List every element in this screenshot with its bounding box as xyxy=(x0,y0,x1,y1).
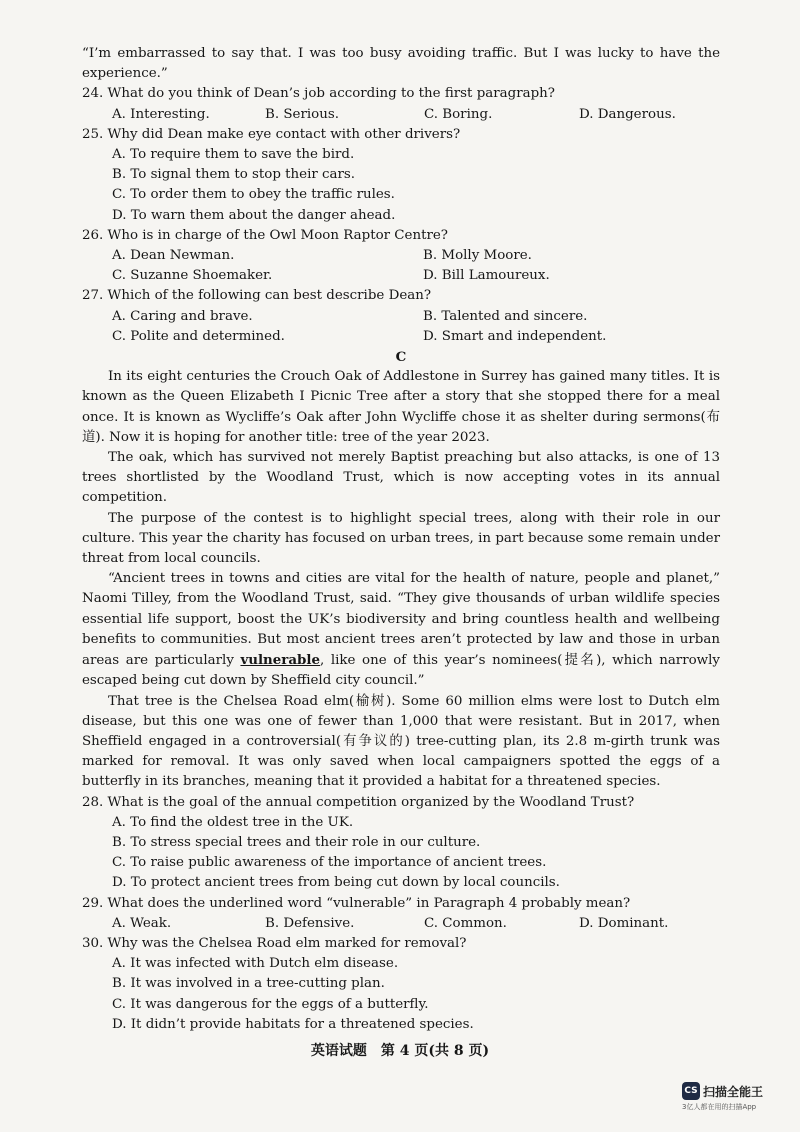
option-a: A. Dean Newman. xyxy=(112,248,235,264)
scanner-brand: 扫描全能王 xyxy=(703,1084,764,1099)
option-b: B. Serious. xyxy=(265,106,339,122)
option-a: A. It was infected with Dutch elm disease. xyxy=(112,956,399,972)
question-24: 24. What do you think of Dean’s job according to the first paragraph? xyxy=(82,86,555,102)
option-c: C. Common. xyxy=(424,915,507,931)
question-24-options xyxy=(82,105,720,125)
option-c: C. To raise public awareness of the importance of ancient trees. xyxy=(112,855,547,871)
question-29-options xyxy=(82,914,720,934)
question-26-options-row1 xyxy=(82,246,720,266)
option-b: B. To signal them to stop their cars. xyxy=(112,167,356,183)
option-b: B. Molly Moore. xyxy=(423,248,532,264)
option-a: A. To find the oldest tree in the UK. xyxy=(112,814,354,830)
passage-paragraph-1: In its eight centuries the Crouch Oak of Addlestone in Surrey has gained many titles. It is known as the Queen Elizabeth I Picnic Tree after a story that she stopped there for a meal once. It is known as Wycliffe’s Oak after John Wycliffe chose it as shelter during sermons(布道). Now it is hoping for another title: tree of the year 2023. xyxy=(82,369,720,445)
question-25: 25. Why did Dean make eye contact with other drivers? xyxy=(82,126,461,142)
paragraph-4-text-before: “Ancient trees in towns and cities are vital for the health of nature, people and planet,” Naomi Tilley, from the Woodland Trust, said. “They give thousands of urban wildlife species essential life support, boost the UK’s biodiversity and bring countless health and wellbeing benefits to communities. But most ancient trees aren’t protected by law and those in urban areas are particularly xyxy=(82,571,720,669)
option-a: A. Weak. xyxy=(112,915,172,931)
passage-paragraph-2: The oak, which has survived not merely Baptist preaching but also attacks, is one of 13 trees shortlisted by the Woodland Trust, which is now accepting votes in its annual competition. xyxy=(82,450,720,506)
paragraph-4-text-after: , like one of this year’s nominees(提名), which narrowly escaped being cut down by Sheffield city council.” xyxy=(82,653,720,689)
question-26: 26. Who is in charge of the Owl Moon Raptor Centre? xyxy=(82,227,448,243)
scanner-tagline: 3亿人都在用的扫描App xyxy=(682,1103,757,1111)
option-b: B. Defensive. xyxy=(265,915,355,931)
option-c: C. It was dangerous for the eggs of a butterfly. xyxy=(112,996,429,1012)
exam-page xyxy=(82,44,720,1035)
reading-passage-c xyxy=(82,367,720,792)
passage-paragraph-3: The purpose of the contest is to highlight special trees, along with their role in our culture. This year the charity has focused on urban trees, in part because some remain under threat from local councils. xyxy=(82,510,720,567)
passage-paragraph-4 xyxy=(82,569,720,691)
camscanner-logo-icon: CS xyxy=(682,1082,700,1100)
underlined-word-vulnerable: vulnerable xyxy=(240,652,321,669)
question-29: 29. What does the underlined word “vulnerable” in Paragraph 4 probably mean? xyxy=(82,895,631,911)
section-label: C xyxy=(395,349,407,366)
question-26-options-row2 xyxy=(82,266,720,286)
question-27-options-row1 xyxy=(82,307,720,327)
option-d: D. It didn’t provide habitats for a threatened species. xyxy=(112,1016,474,1032)
option-b: B. Talented and sincere. xyxy=(423,308,588,324)
option-c: C. To order them to obey the traffic rules. xyxy=(112,187,395,203)
option-b: B. To stress special trees and their role in our culture. xyxy=(112,834,481,850)
option-b: B. It was involved in a tree-cutting plan. xyxy=(112,976,385,992)
option-d: D. To warn them about the danger ahead. xyxy=(112,207,396,223)
page-footer: 英语试题 第 4 页(共 8 页) xyxy=(310,1043,490,1059)
option-c: C. Suzanne Shoemaker. xyxy=(112,268,273,284)
passage-paragraph-5: That tree is the Chelsea Road elm(榆树). Some 60 million elms were lost to Dutch elm disease, but this one was one of fewer than 1,000 that were resistant. But in 2017, when Sheffield engaged in a controversial(有争议的) tree-cutting plan, its 2.8 m-girth trunk was marked for removal. It was only saved when local campaigners spotted the eggs of a butterfly in its branches, meaning that it provided a habitat for a threatened species. xyxy=(82,693,720,790)
passage-fragment-line: experience.” xyxy=(82,66,168,82)
question-30: 30. Why was the Chelsea Road elm marked for removal? xyxy=(82,935,467,951)
option-d: D. Smart and independent. xyxy=(423,328,607,344)
option-c: C. Polite and determined. xyxy=(112,328,285,344)
option-d: D. Dangerous. xyxy=(579,106,676,122)
passage-fragment-line: “I’m embarrassed to say that. I was too busy avoiding traffic. But I was lucky to have the xyxy=(82,46,720,61)
option-d: D. To protect ancient trees from being cut down by local councils. xyxy=(112,875,560,891)
option-c: C. Boring. xyxy=(424,106,493,122)
option-a: A. Caring and brave. xyxy=(112,308,253,324)
question-27: 27. Which of the following can best describe Dean? xyxy=(82,288,432,304)
option-d: D. Bill Lamoureux. xyxy=(423,268,550,284)
option-a: A. To require them to save the bird. xyxy=(112,147,355,163)
option-a: A. Interesting. xyxy=(112,106,210,122)
question-27-options-row2 xyxy=(82,327,720,347)
question-28: 28. What is the goal of the annual competition organized by the Woodland Trust? xyxy=(82,794,635,810)
scanner-watermark xyxy=(682,1082,763,1100)
option-d: D. Dominant. xyxy=(579,915,669,931)
